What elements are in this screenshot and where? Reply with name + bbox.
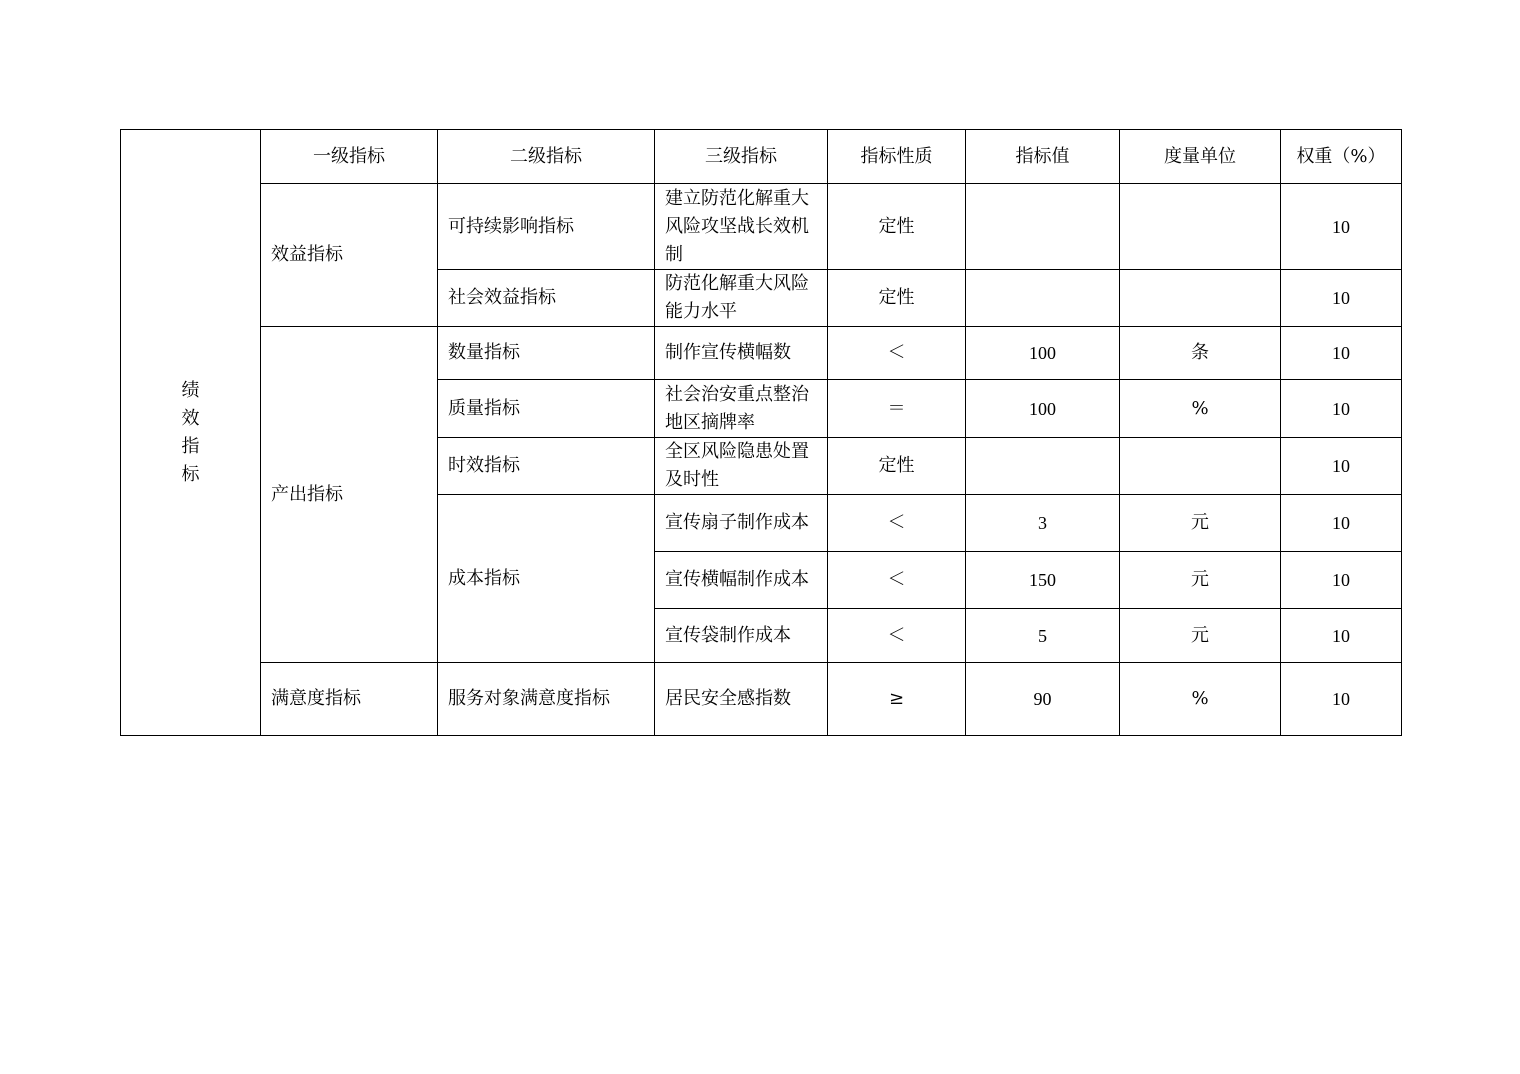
value-cell: 100: [966, 380, 1120, 438]
value-cell: 150: [966, 552, 1120, 609]
table-row: [121, 663, 1402, 736]
unit-cell: 条: [1120, 327, 1281, 380]
nature-cell: ＜: [828, 609, 966, 663]
header-unit: 度量单位: [1120, 130, 1281, 184]
weight-cell: 10: [1281, 327, 1402, 380]
header-level1: 一级指标: [261, 130, 438, 184]
level3-cell: 防范化解重大风险能力水平: [655, 270, 828, 327]
unit-cell: [1120, 184, 1281, 270]
level3-cell: 社会治安重点整治地区摘牌率: [655, 380, 828, 438]
weight-cell: 10: [1281, 495, 1402, 552]
level2-cell: 质量指标: [438, 380, 655, 438]
level3-cell: 建立防范化解重大风险攻坚战长效机制: [655, 184, 828, 270]
weight-cell: 10: [1281, 609, 1402, 663]
unit-cell: %: [1120, 663, 1281, 736]
performance-indicator-side-label: 绩 效 指 标: [121, 130, 261, 736]
group-benefit: 效益指标: [261, 184, 438, 327]
value-cell: [966, 438, 1120, 495]
header-weight: 权重（%）: [1281, 130, 1402, 184]
unit-cell: %: [1120, 380, 1281, 438]
level2-cell: 社会效益指标: [438, 270, 655, 327]
level2-cell: 可持续影响指标: [438, 184, 655, 270]
unit-cell: [1120, 438, 1281, 495]
header-value: 指标值: [966, 130, 1120, 184]
level3-cell: 居民安全感指数: [655, 663, 828, 736]
performance-indicator-table: [120, 129, 1402, 736]
weight-cell: 10: [1281, 663, 1402, 736]
weight-cell: 10: [1281, 380, 1402, 438]
nature-cell: ＝: [828, 380, 966, 438]
value-cell: 100: [966, 327, 1120, 380]
level3-cell: 制作宣传横幅数: [655, 327, 828, 380]
table-row: [121, 327, 1402, 380]
value-cell: 90: [966, 663, 1120, 736]
header-level2: 二级指标: [438, 130, 655, 184]
value-cell: [966, 270, 1120, 327]
group-output: 产出指标: [261, 327, 438, 663]
nature-cell: 定性: [828, 438, 966, 495]
level2-cell: 时效指标: [438, 438, 655, 495]
weight-cell: 10: [1281, 184, 1402, 270]
level3-cell: 宣传横幅制作成本: [655, 552, 828, 609]
header-row: [121, 130, 1402, 184]
header-nature: 指标性质: [828, 130, 966, 184]
level3-cell: 宣传扇子制作成本: [655, 495, 828, 552]
unit-cell: 元: [1120, 552, 1281, 609]
unit-cell: 元: [1120, 609, 1281, 663]
value-cell: [966, 184, 1120, 270]
weight-cell: 10: [1281, 552, 1402, 609]
level2-cell: 服务对象满意度指标: [438, 663, 655, 736]
weight-cell: 10: [1281, 270, 1402, 327]
nature-cell: 定性: [828, 184, 966, 270]
nature-cell: ＜: [828, 552, 966, 609]
level2-cell: 数量指标: [438, 327, 655, 380]
nature-cell: ≥: [828, 663, 966, 736]
nature-cell: ＜: [828, 495, 966, 552]
weight-cell: 10: [1281, 438, 1402, 495]
level2-cell-cost: 成本指标: [438, 495, 655, 663]
value-cell: 5: [966, 609, 1120, 663]
level3-cell: 宣传袋制作成本: [655, 609, 828, 663]
unit-cell: [1120, 270, 1281, 327]
nature-cell: 定性: [828, 270, 966, 327]
table-row: [121, 184, 1402, 270]
level3-cell: 全区风险隐患处置及时性: [655, 438, 828, 495]
value-cell: 3: [966, 495, 1120, 552]
group-satisfaction: 满意度指标: [261, 663, 438, 736]
header-level3: 三级指标: [655, 130, 828, 184]
nature-cell: ＜: [828, 327, 966, 380]
unit-cell: 元: [1120, 495, 1281, 552]
